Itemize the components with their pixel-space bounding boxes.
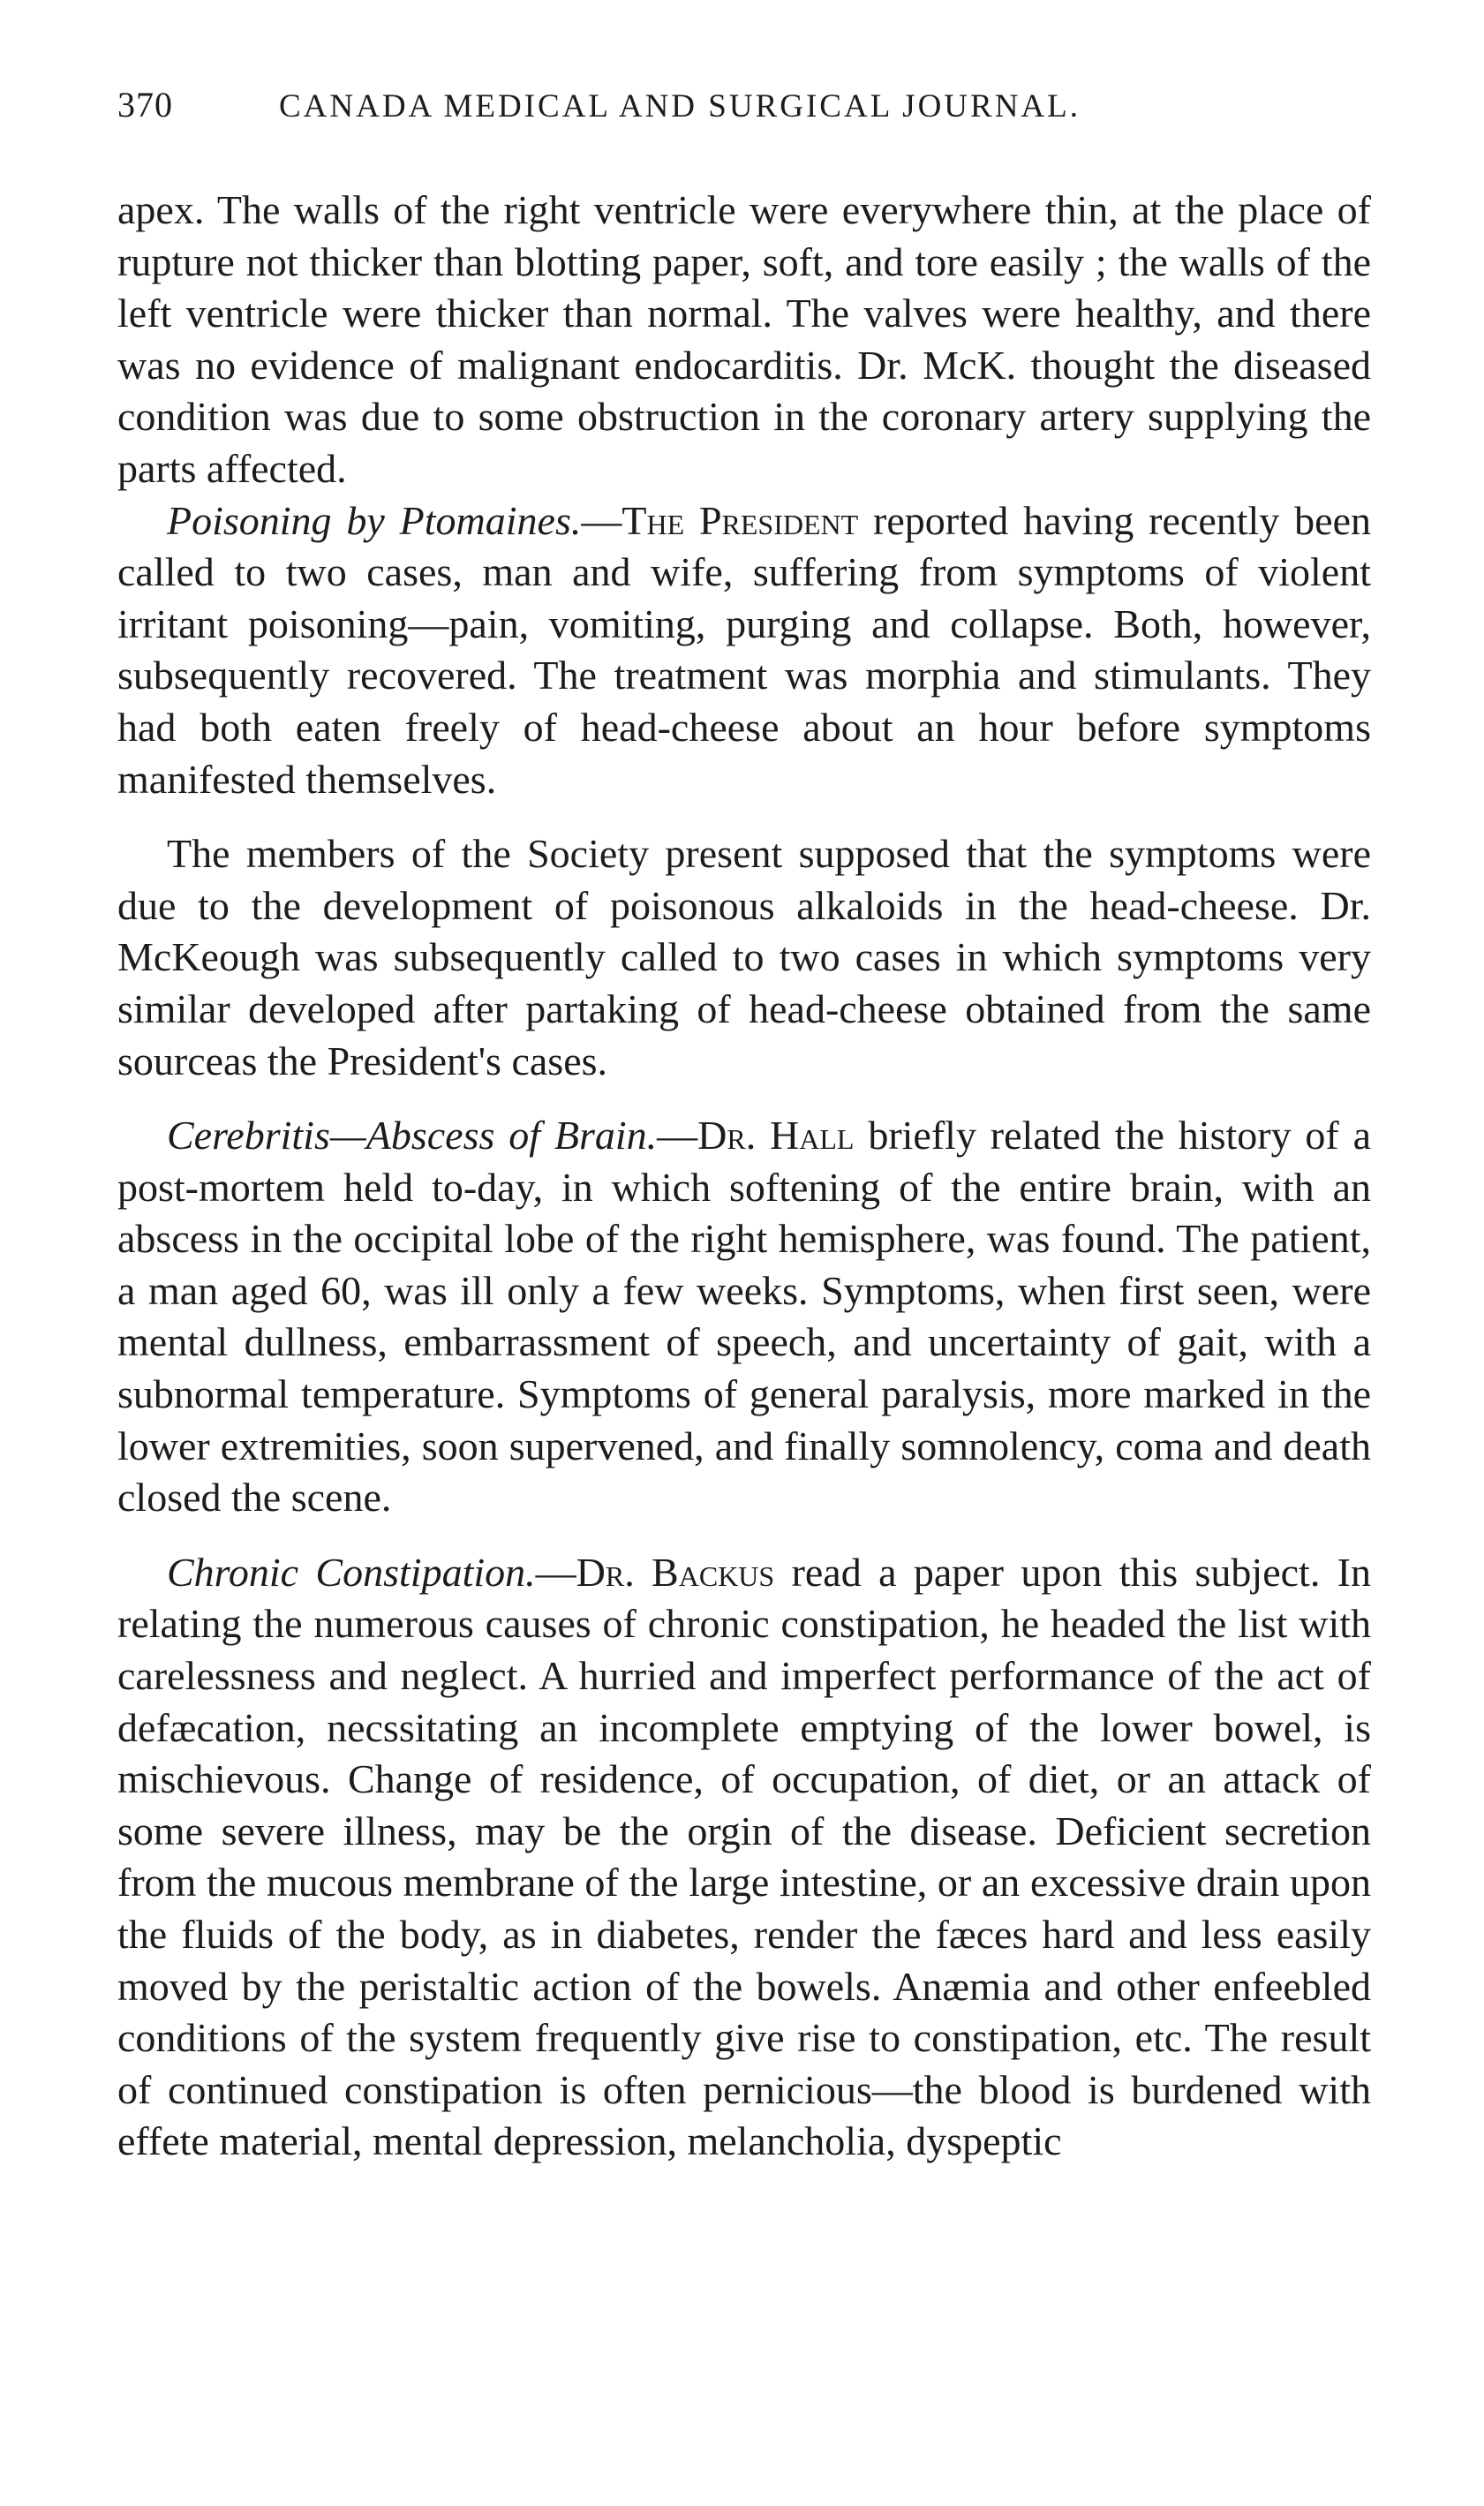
paragraph-text: briefly related the history of a post-mortem held to-day, in which softening of the entire brain, with an abscess in the occipital lobe of the right hemisphere, was found. The patient, a man aged 60, was ill only a few weeks. Symptoms, when first seen, were mental dullness, embarrassment of speech, and uncertainty of gait, with a subnormal temperature. Symptoms of general paralysis, more marked in the lower extremities, soon supervened, and finally somnolency, coma and death closed the scene. (117, 1113, 1371, 1521)
speaker-president: The President (621, 497, 859, 543)
paragraph-text: reported having recently been called to two cases, man and wife, suffering from symptoms of violent irritant poisoning—pain, vomiting, purging and collapse. Both, however, subsequently recovered. The treatment was morphia and stimulants. They had both eaten freely of head-cheese about an hour before symptoms manifested themselves. (117, 497, 1371, 802)
paragraph-constipation (117, 1547, 1371, 2168)
journal-title: CANADA MEDICAL AND SURGICAL JOURNAL. (279, 88, 1081, 125)
journal-page (117, 84, 1371, 2168)
section-heading-ptomaines: Poisoning by Ptomaines. (167, 497, 582, 543)
section-heading-constipation: Chronic Constipation. (167, 1549, 536, 1595)
paragraph-ptomaines (117, 495, 1371, 806)
running-head (117, 84, 1371, 146)
paragraph-text: The members of the Society present supposed that the symptoms were due to the development of poisonous alkaloids in the head-cheese. Dr. McKeough was subsequently called to two cases in which symptoms very similar developed after partaking of head-cheese obtained from the same sourceas the President's cases. (117, 831, 1371, 1083)
paragraph-text: read a paper upon this subject. In relating the numerous causes of chronic constipation, he headed the list with carelessness and neglect. A hurried and imperfect performance of the act of defæcation, necssitating an incomplete emptying of the lower bowel, is mischievous. Change of residence, of occupation, of diet, or an attack of some severe illness, may be the orgin of the disease. Deficient secretion from the mucous membrane of the large intestine, or an excessive drain upon the fluids of the body, as in diabetes, render the fæces hard and less easily moved by the peristaltic action of the bowels. Anæmia and other enfeebled conditions of the system frequently give rise to constipation, etc. The result of continued constipation is often pernicious—the blood is burdened with effete material, mental depression, melancholia, dyspeptic (117, 1549, 1371, 2164)
em-dash: — (581, 497, 622, 543)
paragraph-apex (117, 185, 1371, 495)
section-heading-cerebritis: Cerebritis—Abscess of Brain. (167, 1113, 658, 1159)
speaker-dr-backus: Dr. Backus (576, 1549, 775, 1595)
page-number: 370 (117, 85, 173, 125)
em-dash: — (535, 1549, 576, 1595)
speaker-dr-hall: Dr. Hall (697, 1113, 855, 1159)
paragraph-members (117, 828, 1371, 1087)
paragraph-cerebritis (117, 1110, 1371, 1524)
paragraph-text: apex. The walls of the right ventricle were everywhere thin, at the place of rupture not thicker than blotting paper, soft, and tore easily ; the walls of the left ventricle were thicker than normal. The valves were healthy, and there was no evidence of malignant endocarditis. Dr. McK. thought the diseased condition was due to some obstruction in the coronary artery supplying the parts affected. (117, 187, 1371, 491)
em-dash: — (657, 1113, 698, 1159)
